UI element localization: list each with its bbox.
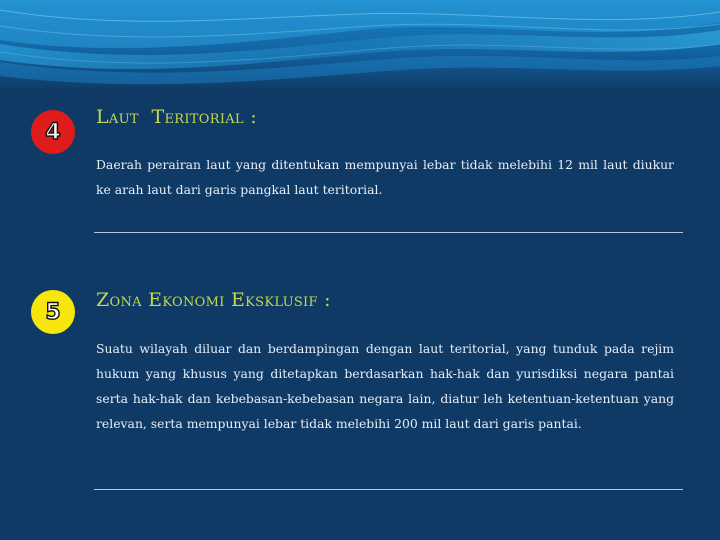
wave-banner: [0, 0, 720, 90]
divider: [94, 489, 683, 490]
number-badge-5: [31, 290, 75, 334]
number-badge-4: [31, 110, 75, 154]
section-body-laut-teritorial: Daerah perairan laut yang ditentukan mempunyai lebar tidak melebihi 12 mil laut diukur ke arah laut dari garis pangkal laut teritorial.: [96, 157, 674, 197]
section-heading-laut-teritorial: Laut Teritorial :: [96, 106, 257, 128]
badge-number: 5: [45, 299, 61, 325]
section-body-zee: Suatu wilayah diluar dan berdampingan dengan laut teritorial, yang tunduk pada rejim hukum yang khusus yang ditetapkan berdasarkan hak-hak dan yurisdiksi negara pantai serta hak-hak dan kebebasan-kebebasan negara lain, diatur leh ketentuan-ketentuan yang relevan, serta mempunyai lebar tidak melebihi 200 mil laut dari garis pantai.: [96, 341, 674, 431]
divider: [94, 232, 683, 233]
section-heading-zee: Zona Ekonomi Eksklusif :: [96, 289, 331, 311]
badge-number: 4: [45, 119, 61, 145]
